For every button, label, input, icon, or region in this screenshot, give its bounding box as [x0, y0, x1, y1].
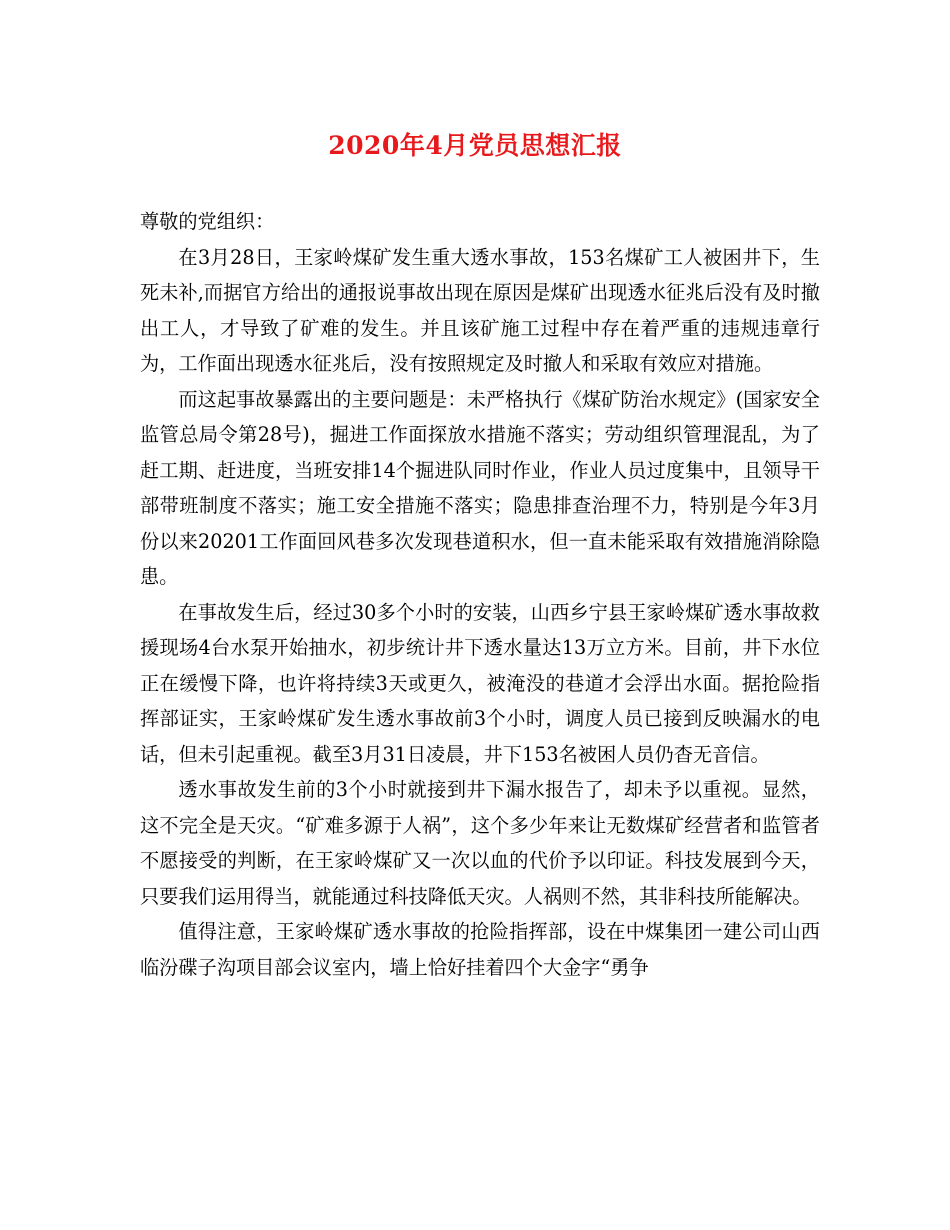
paragraph: 透水事故发生前的3个小时就接到井下漏水报告了，却未予以重视。显然，这不完全是天灾。“矿难多源于人祸”，这个多少年来让无数煤矿经营者和监管者不愿接受的判断，在王家岭煤矿又一次以血的代价予以印证。科技发展到今天，只要我们运用得当，就能通过科技降低天灾。人祸则不然，其非科技所能解决。 [140, 778, 820, 908]
paragraph: 在事故发生后，经过30多个小时的安装，山西乡宁县王家岭煤矿透水事故救援现场4台水泵开始抽水，初步统计井下透水量达13万立方米。目前，井下水位正在缓慢下降，也许将持续3天或更久，被淹没的巷道才会浮出水面。据抢险指挥部证实，王家岭煤矿发生透水事故前3个小时，调度人员已接到反映漏水的电话，但未引起重视。截至3月31日凌晨，井下153名被困人员仍杳无音信。 [140, 600, 820, 766]
salutation: 尊敬的党组织： [140, 210, 275, 233]
paragraph: 而这起事故暴露出的主要问题是：未严格执行《煤矿防治水规定》(国家安全监管总局令第28号)，掘进工作面探放水措施不落实；劳动组织管理混乱，为了赶工期、赶进度，当班安排14个掘进队同时作业，作业人员过度集中，且领导干部带班制度不落实；施工安全措施不落实；隐患排查治理不力，特别是今年3月份以来20201工作面回风巷多次发现巷道积水，但一直未能采取有效措施消除隐患。 [140, 387, 820, 588]
paragraph: 在3月28日，王家岭煤矿发生重大透水事故，153名煤矿工人被困井下，生死未补,而据官方给出的通报说事故出现在原因是煤矿出现透水征兆后没有及时撤出工人，才导致了矿难的发生。并且该矿施工过程中存在着严重的违规违章行为，工作面出现透水征兆后，没有按照规定及时撤人和采取有效应对措施。 [140, 245, 820, 375]
document-body [140, 204, 820, 985]
paragraph: 值得注意，王家岭煤矿透水事故的抢险指挥部，设在中煤集团一建公司山西临汾碟子沟项目部会议室内，墙上恰好挂着四个大金字“勇争 [140, 920, 820, 979]
document-title: 2020年4月党员思想汇报 [328, 131, 622, 160]
